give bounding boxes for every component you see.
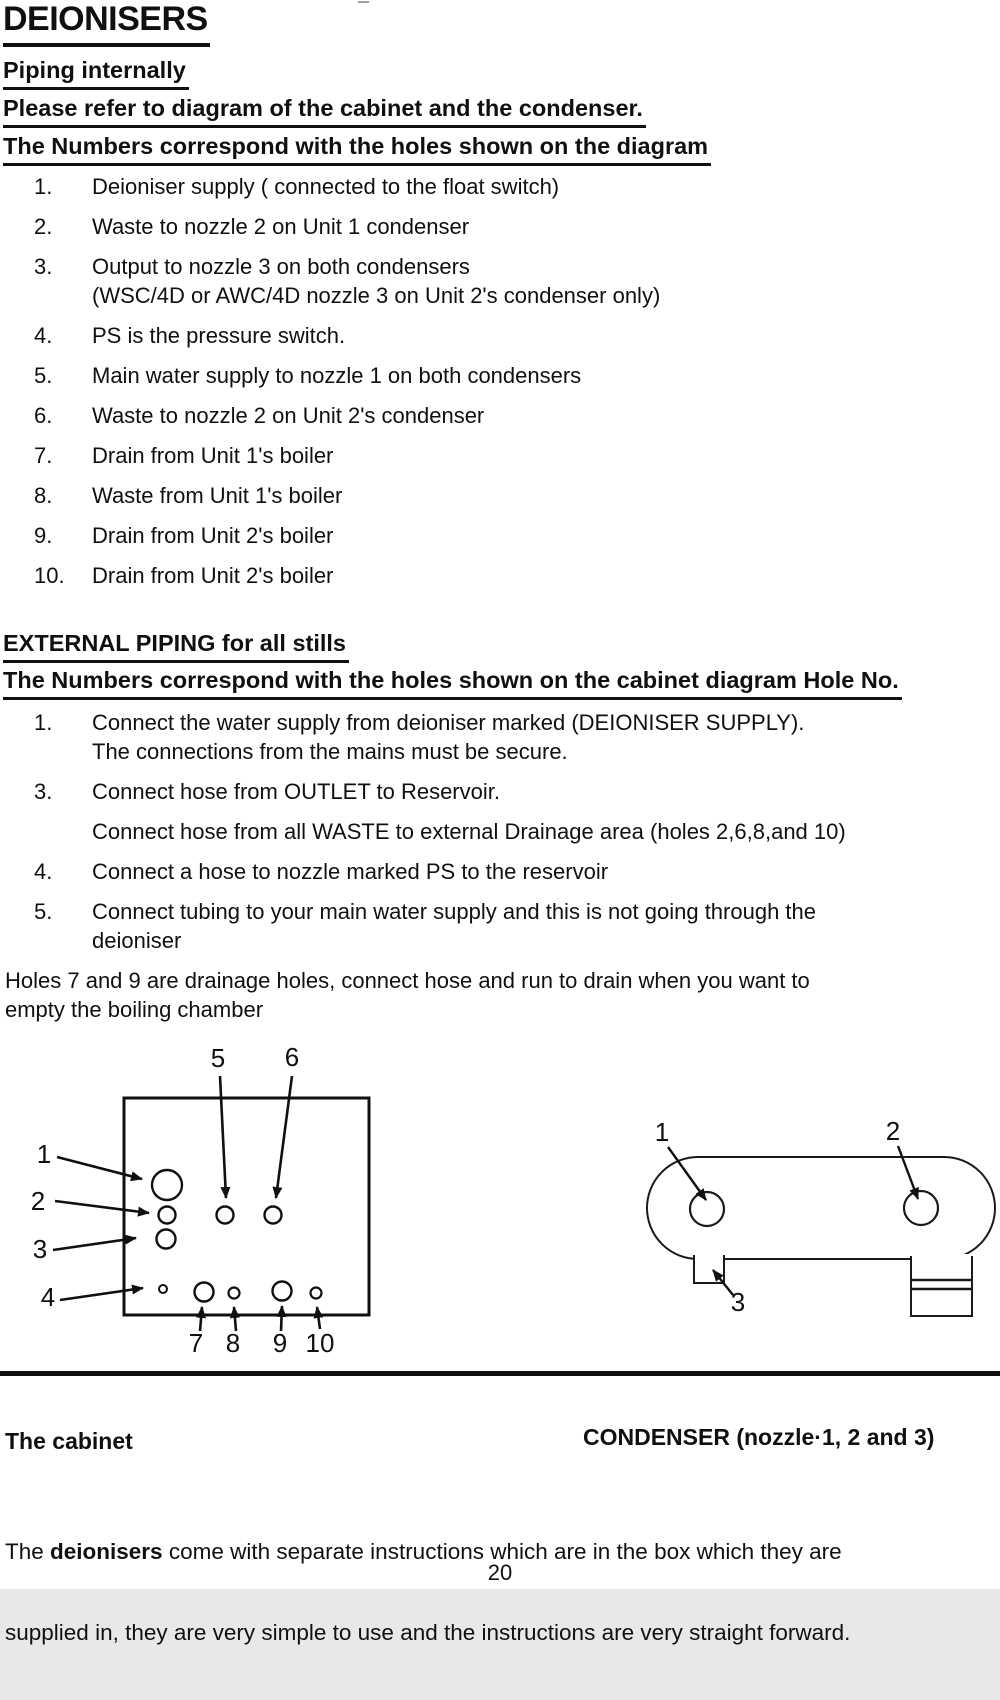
hole-label-10: 10 [305,1328,335,1358]
hole-label-4: 4 [40,1282,56,1312]
scan-artifact-dash [358,1,369,3]
heading-piping-internally: Piping internally [3,57,189,90]
cabinet-hole-8 [229,1288,240,1299]
arrow-to-hole-10 [317,1307,320,1329]
arrow-to-hole-5 [220,1076,226,1198]
drainage-note: Holes 7 and 9 are drainage holes, connect hose and run to drain when you want to empty the boiling chamber [5,968,810,1022]
paragraph-line-2: supplied in, they are very simple to use and the instructions are very straight forward. [5,1620,851,1645]
heading-refer-diagram: Please refer to diagram of the cabinet and the condenser. [3,95,646,128]
internal-piping-list [0,172,1000,601]
hole-label-6: 6 [284,1042,300,1072]
list-item: 1. Connect the water supply from deioniser marked (DEIONISER SUPPLY). The connections from the mains must be secure. [34,710,805,764]
cabinet-caption: The cabinet [5,1428,133,1454]
hole-label-9: 9 [272,1328,288,1358]
external-piping-list [0,708,1000,1024]
nozzle-label-1: 1 [654,1117,670,1147]
condenser-tab-mask [911,1254,972,1316]
nozzle-label-3: 3 [730,1287,746,1317]
list-item: 4. Connect a hose to nozzle marked PS to the reservoir [34,859,609,884]
arrow-to-hole-2 [55,1201,149,1213]
list-item: 8. Waste from Unit 1's boiler [34,483,343,508]
list-item: 9. Drain from Unit 2's boiler [34,523,334,548]
hole-label-8: 8 [225,1328,241,1358]
arrow-to-hole-1 [57,1157,142,1179]
arrow-to-hole-6 [276,1076,292,1198]
condenser-nozzle-2 [904,1191,938,1225]
diagrams [0,1030,1000,1360]
cabinet-hole-2 [159,1207,176,1224]
list-item: 7. Drain from Unit 1's boiler [34,443,334,468]
cabinet-diagram [31,1042,369,1358]
cabinet-hole-5 [217,1207,234,1224]
condenser-caption: CONDENSER (nozzle·1, 2 and 3) [583,1424,935,1450]
cabinet-hole-10 [311,1288,322,1299]
list-item: 10. Drain from Unit 2's boiler [34,563,334,588]
heading-external-piping: EXTERNAL PIPING for all stills [3,630,349,663]
page-title [3,0,210,47]
arrow-to-nozzle-1 [668,1147,706,1200]
deionisers-paragraph [5,1484,997,1700]
page-title-text: DEIONISERS [3,0,210,47]
cabinet-hole-1 [152,1170,182,1200]
list-item: 5. Main water supply to nozzle 1 on both condensers [34,363,582,388]
bold-deionisers: deionisers [50,1539,163,1564]
list-item: 3. Connect hose from OUTLET to Reservoir. [34,779,500,804]
list-item: 3. Output to nozzle 3 on both condensers (WSC/4D or AWC/4D nozzle 3 on Unit 2's condenser only) [34,254,661,308]
hole-label-3: 3 [32,1234,48,1264]
arrow-to-nozzle-2 [898,1146,918,1199]
condenser-diagram [647,1116,995,1317]
hole-label-1: 1 [36,1139,52,1169]
heading-numbers-correspond: The Numbers correspond with the holes shown on the diagram [3,133,711,166]
heading-numbers-cabinet: The Numbers correspond with the holes shown on the cabinet diagram Hole No. [3,667,902,700]
list-item: 6. Waste to nozzle 2 on Unit 2's condenser [34,403,485,428]
cabinet-outline [124,1098,369,1315]
cabinet-hole-3 [157,1230,176,1249]
list-item: 2. Waste to nozzle 2 on Unit 1 condenser [34,214,470,239]
cabinet-hole-9 [273,1282,292,1301]
hole-label-7: 7 [188,1328,204,1358]
cabinet-hole-6 [265,1207,282,1224]
arrow-to-hole-4 [60,1288,143,1300]
list-item: 4. PS is the pressure switch. [34,323,346,348]
list-item: 1. Deioniser supply ( connected to the float switch) [34,174,560,199]
list-item: 5. Connect tubing to your main water supply and this is not going through the deioniser [34,899,817,953]
condenser-nozzle-1 [690,1192,724,1226]
paragraph-line-1: The deionisers come with separate instructions which are in the box which they are [5,1539,842,1564]
list-item: Connect hose from all WASTE to external Drainage area (holes 2,6,8,and 10) [92,819,846,844]
hole-label-2: 2 [30,1186,46,1216]
hole-label-5: 5 [210,1043,226,1073]
section-divider [0,1371,1000,1376]
cabinet-hole-4 [159,1285,167,1293]
nozzle-label-2: 2 [885,1116,901,1146]
page-number: 20 [487,1560,513,1585]
cabinet-hole-7 [195,1283,214,1302]
